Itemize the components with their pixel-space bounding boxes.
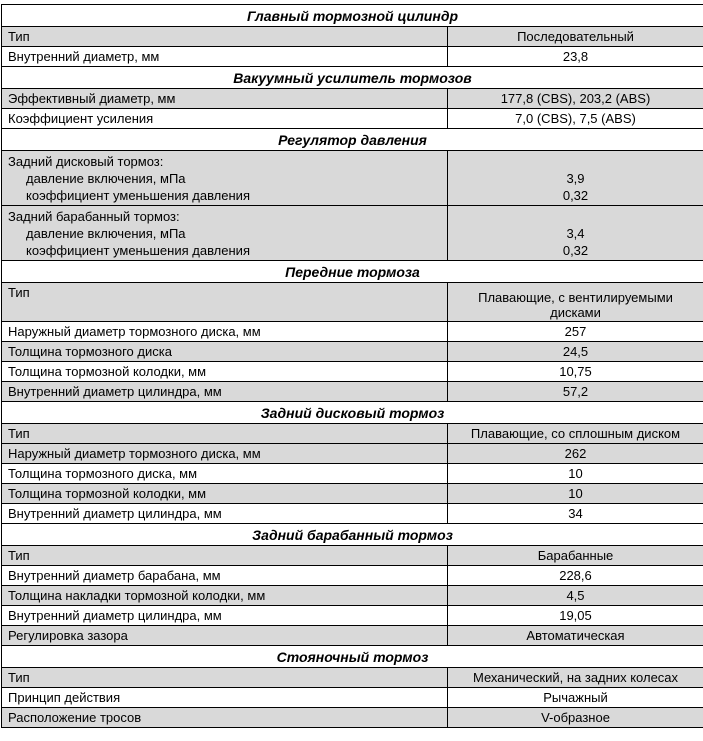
table-row (2, 282, 703, 321)
row-label: Регулировка зазора (8, 628, 128, 643)
row-label: Задний дисковый тормоз: давление включения, мПа коэффициент уменьшения давления (2, 151, 447, 205)
row-label: Внутренний диаметр цилиндра, мм (8, 384, 222, 399)
row-label: Тип (8, 285, 30, 300)
table-row (2, 463, 703, 483)
table-row (2, 503, 703, 523)
row-label: Толщина тормозного диска, мм (8, 466, 198, 481)
table-row (2, 321, 703, 341)
table-row (2, 443, 703, 463)
row-label: Внутренний диаметр цилиндра, мм (8, 608, 222, 623)
row-label: Наружный диаметр тормозного диска, мм (8, 446, 261, 461)
table-row (2, 545, 703, 565)
row-label: Тип (8, 548, 30, 563)
row-value: 10 (447, 484, 703, 503)
row-value: 10,75 (447, 362, 703, 381)
group-heading: Задний барабанный тормоз: (8, 209, 180, 224)
table-row (2, 707, 703, 727)
row-value: Плавающие, с вентилируемыми дисками (447, 283, 703, 321)
row-value: 10 (447, 464, 703, 483)
row-label: Толщина тормозной колодки, мм (8, 486, 207, 501)
row-value: 57,2 (447, 382, 703, 401)
row-label: Толщина накладки тормозной колодки, мм (8, 588, 266, 603)
row-label: Внутренний диаметр барабана, мм (8, 568, 221, 583)
row-value: 177,8 (CBS), 203,2 (ABS) (447, 89, 703, 108)
row-value: 262 (447, 444, 703, 463)
row-value: Автоматическая (447, 626, 703, 645)
row-value: Последовательный (447, 27, 703, 46)
table-row (2, 605, 703, 625)
table-row (2, 667, 703, 687)
row-label: Коэффициент усиления (8, 111, 154, 126)
table-row (2, 341, 703, 361)
table-row (2, 423, 703, 443)
row-value: 4,5 (447, 586, 703, 605)
row-label: Задний барабанный тормоз: давление включения, мПа коэффициент уменьшения давления (2, 206, 447, 260)
table-row (2, 361, 703, 381)
table-row (2, 585, 703, 605)
row-label: Расположение тросов (8, 710, 142, 725)
section-title-rear-drum-brake: Задний барабанный тормоз (2, 523, 703, 545)
row-label: Тип (8, 29, 30, 44)
row-label: Внутренний диаметр цилиндра, мм (8, 506, 222, 521)
row-label: Эффективный диаметр, мм (8, 91, 176, 106)
row-value: Барабанные (447, 546, 703, 565)
row-value: 3,4 0,32 (447, 206, 703, 260)
row-value: Механический, на задних колесах (447, 668, 703, 687)
row-label: Толщина тормозной колодки, мм (8, 364, 207, 379)
row-label: Тип (8, 426, 30, 441)
row-value: 34 (447, 504, 703, 523)
row-label: Наружный диаметр тормозного диска, мм (8, 324, 261, 339)
group-heading: Задний дисковый тормоз: (8, 154, 164, 169)
row-value: V-образное (447, 708, 703, 727)
row-label: Внутренний диаметр, мм (8, 49, 160, 64)
row-value: 228,6 (447, 566, 703, 585)
table-row (2, 565, 703, 585)
table-row (2, 483, 703, 503)
row-label: Принцип действия (8, 690, 121, 705)
brake-spec-table (1, 4, 703, 728)
table-row (2, 150, 703, 205)
table-row (2, 108, 703, 128)
table-row (2, 687, 703, 707)
row-value: 23,8 (447, 47, 703, 66)
row-value: 257 (447, 322, 703, 341)
row-value: Рычажный (447, 688, 703, 707)
row-label: Тип (8, 670, 30, 685)
row-label: Толщина тормозного диска (8, 344, 172, 359)
table-row (2, 26, 703, 46)
table-row (2, 625, 703, 645)
section-title-pressure-regulator: Регулятор давления (2, 128, 703, 150)
section-title-rear-disc-brake: Задний дисковый тормоз (2, 401, 703, 423)
section-title-master-cylinder: Главный тормозной цилиндр (2, 5, 703, 26)
table-row (2, 205, 703, 260)
table-row (2, 46, 703, 66)
table-row (2, 381, 703, 401)
table-row (2, 88, 703, 108)
section-title-parking-brake: Стояночный тормоз (2, 645, 703, 667)
row-value: 19,05 (447, 606, 703, 625)
row-value: 7,0 (CBS), 7,5 (ABS) (447, 109, 703, 128)
section-title-vacuum-booster: Вакуумный усилитель тормозов (2, 66, 703, 88)
row-value: 3,9 0,32 (447, 151, 703, 205)
section-title-front-brakes: Передние тормоза (2, 260, 703, 282)
row-value: Плавающие, со сплошным диском (447, 424, 703, 443)
row-value: 24,5 (447, 342, 703, 361)
